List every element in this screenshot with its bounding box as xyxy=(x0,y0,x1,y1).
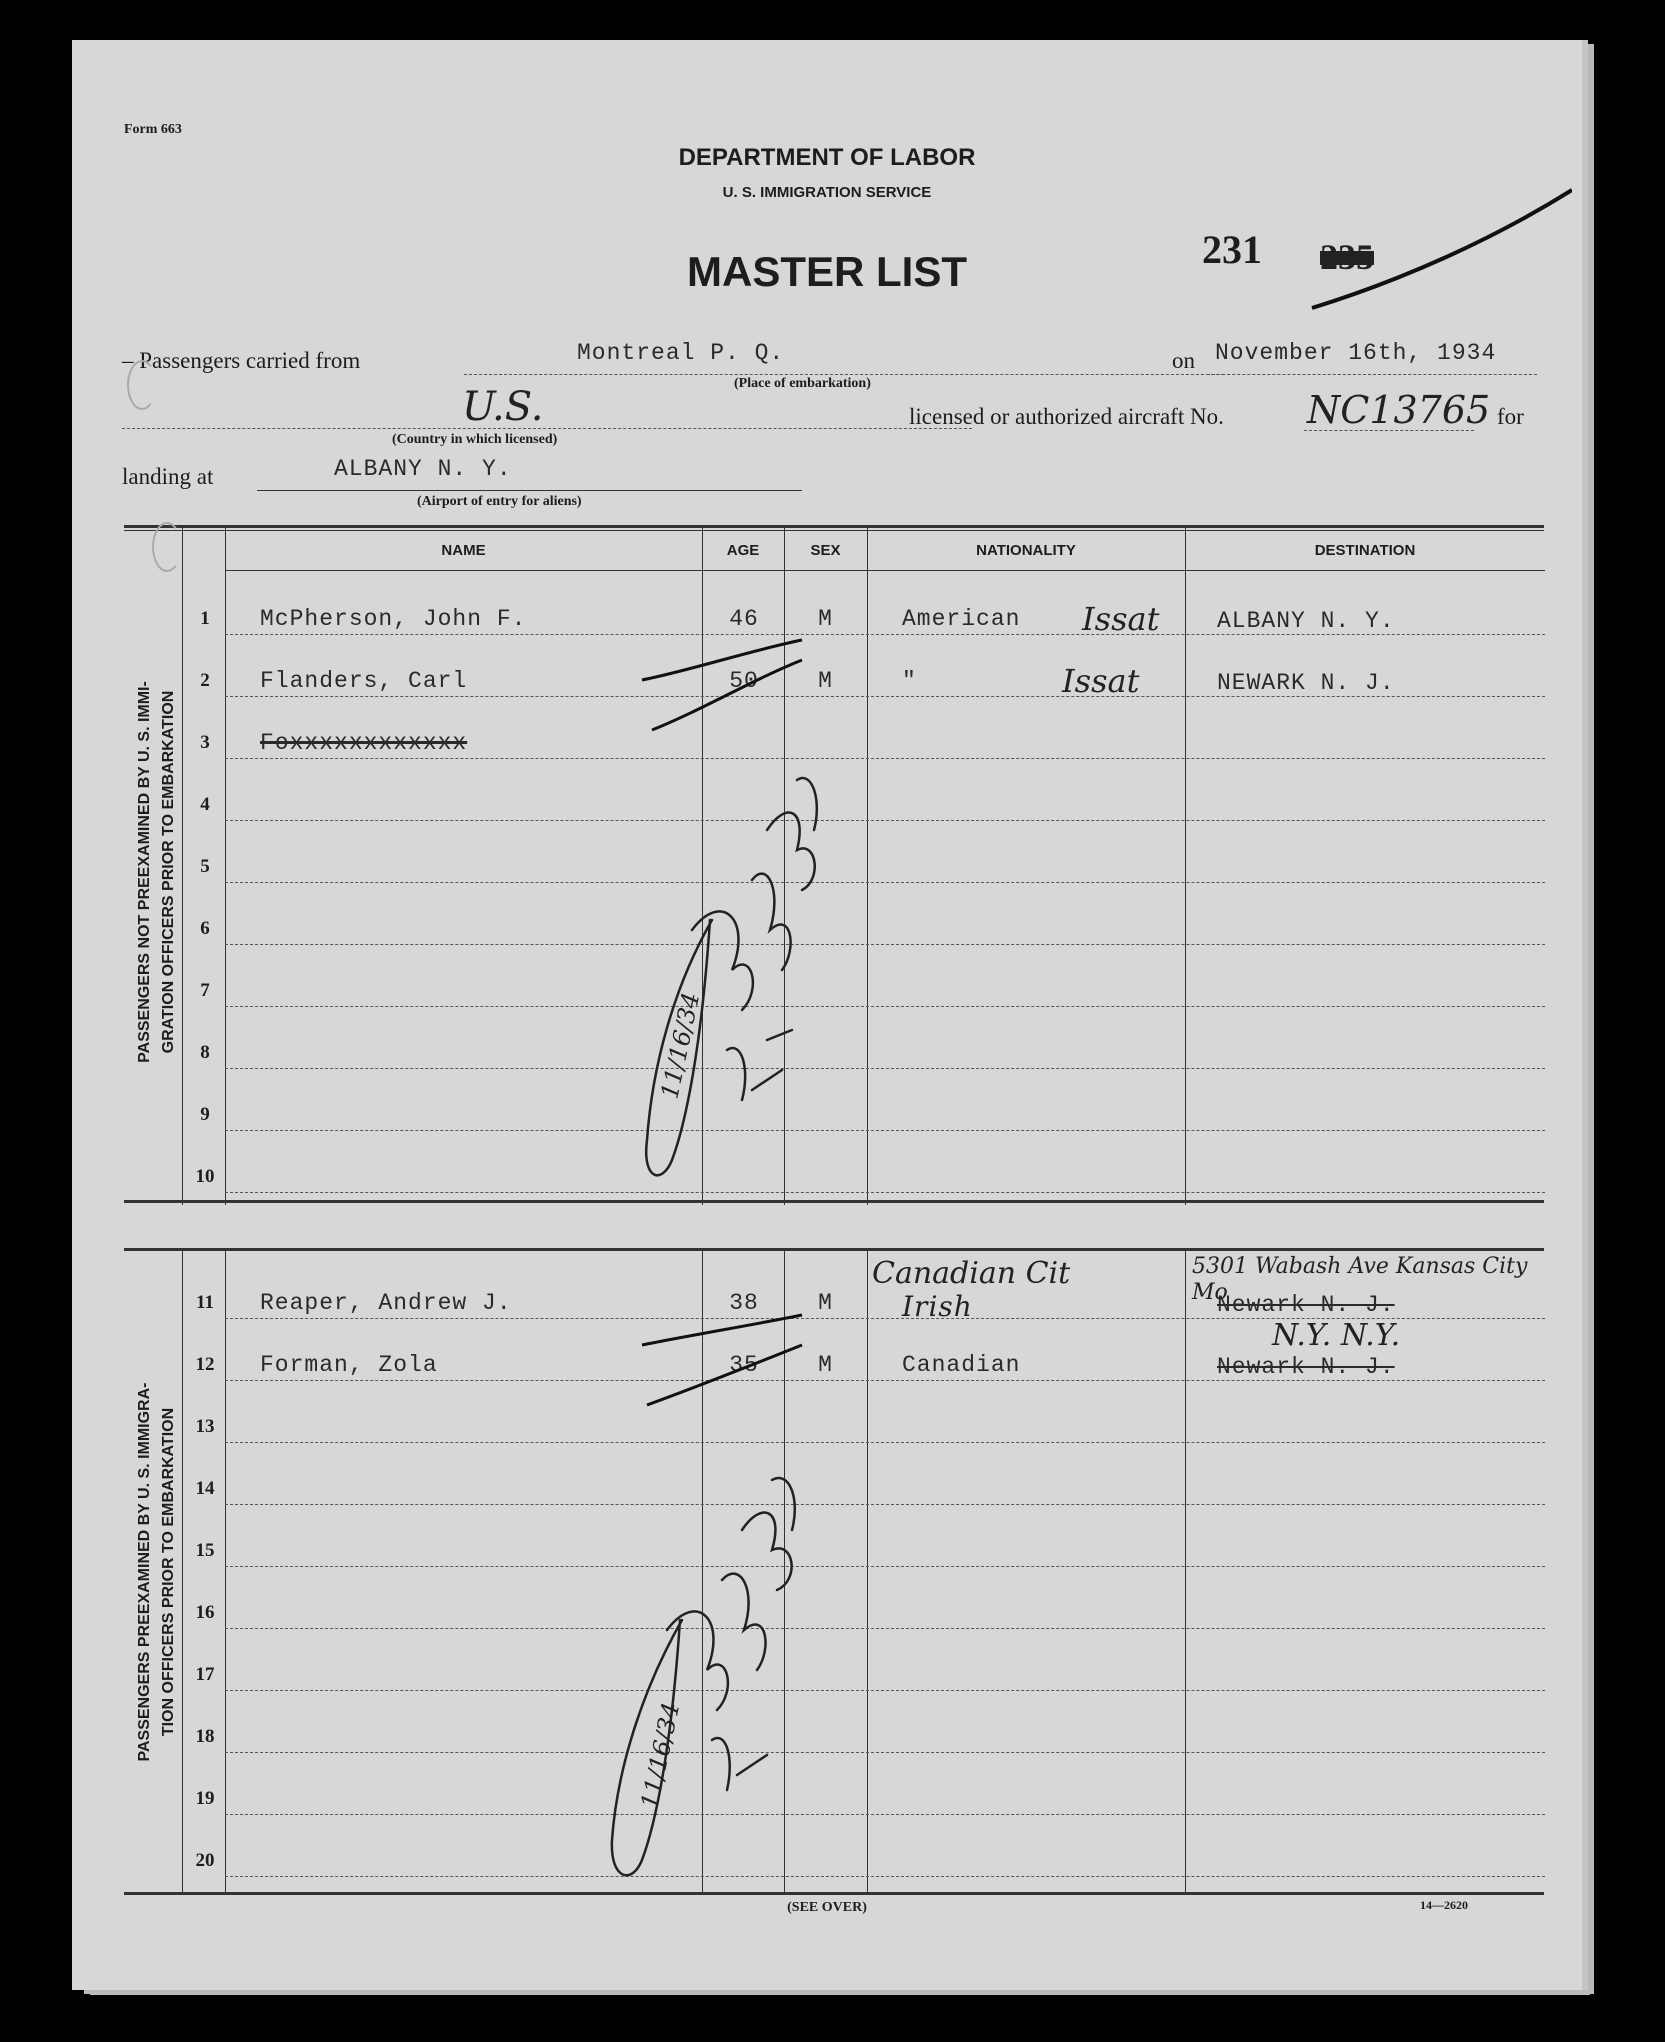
inspector-signature-top xyxy=(592,740,852,1210)
row-rule xyxy=(225,1130,1545,1131)
column-age: AGE xyxy=(726,542,760,559)
punch-hole-mark xyxy=(127,360,157,410)
section-label-preexamined: PASSENGERS PREEXAMINED BY U. S. IMMIGRA- TION OFFICERS PRIOR TO EMBARKATION xyxy=(136,1382,177,1762)
destination-note: 5301 Wabash Ave Kansas City Mo xyxy=(1192,1254,1528,1305)
list-date: November 16th, 1934 xyxy=(1215,340,1497,366)
row-number: 13 xyxy=(195,1416,215,1437)
nationality-note: Canadian Cit xyxy=(872,1256,1071,1291)
row-number: 9 xyxy=(200,1104,210,1125)
row-number: 15 xyxy=(195,1540,215,1561)
row-number: 10 xyxy=(195,1166,215,1187)
row-rule xyxy=(225,1192,1545,1193)
airport-line xyxy=(257,490,802,491)
row-rule xyxy=(225,696,1545,697)
passenger-destination: Newark N. J. xyxy=(1217,1354,1395,1380)
list-number-struck: 235 xyxy=(1320,237,1374,277)
form-number: Form 663 xyxy=(124,122,182,137)
passenger-name: Reaper, Andrew J. xyxy=(260,1290,512,1316)
department-title: DEPARTMENT OF LABOR xyxy=(678,144,976,171)
section-divider-bottom xyxy=(182,1248,183,1893)
row-number: 5 xyxy=(200,856,210,877)
row-rule xyxy=(225,634,1545,635)
destination-col-left xyxy=(1185,525,1186,1205)
nationality-col-left xyxy=(867,525,868,1205)
row-number: 12 xyxy=(195,1354,215,1375)
passenger-name: McPherson, John F. xyxy=(260,606,527,632)
embarkation-place: Montreal P. Q. xyxy=(577,340,785,366)
passenger-age: 35 xyxy=(729,1352,759,1378)
row-rule xyxy=(225,1068,1545,1069)
row-rule xyxy=(225,1876,1545,1877)
row-rule xyxy=(225,1628,1545,1629)
airport-caption: (Airport of entry for aliens) xyxy=(417,494,582,509)
passenger-destination: Newark N. J. xyxy=(1217,1292,1395,1318)
service-title: U. S. IMMIGRATION SERVICE xyxy=(722,184,932,201)
row-rule xyxy=(225,1814,1545,1815)
row-rule xyxy=(225,1380,1545,1381)
row-number: 14 xyxy=(195,1478,215,1499)
carried-from-label: – Passengers carried from xyxy=(122,348,361,373)
on-label: on xyxy=(1172,348,1195,373)
row-rule xyxy=(225,1690,1545,1691)
row-rule xyxy=(225,882,1545,883)
check-strokes-bottom xyxy=(632,1305,812,1415)
passenger-sex: M xyxy=(818,1352,833,1378)
country-caption: (Country in which licensed) xyxy=(392,432,558,447)
passenger-age: 50 xyxy=(729,668,759,694)
row-number: 7 xyxy=(200,980,210,1001)
header-underline xyxy=(225,570,1545,571)
row-rule xyxy=(225,820,1545,821)
section-label-not-preexamined: PASSENGERS NOT PREEXAMINED BY U. S. IMMI- GRATION OFFICERS PRIOR TO EMBARKATION xyxy=(136,681,177,1063)
row-number: 11 xyxy=(196,1292,214,1313)
column-destination: DESTINATION xyxy=(1314,542,1416,559)
passenger-nationality: " xyxy=(902,668,917,694)
date-line xyxy=(1207,374,1537,375)
rownum-divider-bottom xyxy=(225,1248,226,1893)
destination-note: N.Y. N.Y. xyxy=(1272,1318,1401,1353)
row-number: 2 xyxy=(200,670,210,691)
row-number: 16 xyxy=(195,1602,215,1623)
signature-bottom-date: 11/16/34 xyxy=(635,1699,686,1812)
for-label: for xyxy=(1497,404,1524,429)
document-page xyxy=(72,40,1582,1990)
country-line xyxy=(122,428,972,429)
row-number: 19 xyxy=(195,1788,215,1809)
inspector-signature-bottom xyxy=(572,1420,872,1900)
row-number: 17 xyxy=(195,1664,215,1685)
passenger-sex: M xyxy=(818,606,833,632)
page-title: MASTER LIST xyxy=(687,248,967,295)
list-number: 231 xyxy=(1202,227,1262,272)
passenger-nationality: American xyxy=(902,606,1021,632)
check-strokes-top xyxy=(632,620,812,740)
row-number: 6 xyxy=(200,918,210,939)
passenger-age: 38 xyxy=(729,1290,759,1316)
see-over: (SEE OVER) xyxy=(787,1900,867,1915)
passenger-name: Flanders, Carl xyxy=(260,668,468,694)
landing-label: landing at xyxy=(122,464,214,489)
bottom-section-top xyxy=(124,1248,1544,1251)
strike-stroke xyxy=(1252,170,1572,310)
airport-of-entry: ALBANY N. Y. xyxy=(334,456,512,482)
aircraft-line xyxy=(1304,430,1474,431)
embarkation-caption: (Place of embarkation) xyxy=(734,376,871,391)
row-rule xyxy=(225,944,1545,945)
row-number: 4 xyxy=(200,794,210,815)
row-rule xyxy=(225,1006,1545,1007)
passenger-name: Forman, Zola xyxy=(260,1352,438,1378)
row-rule xyxy=(225,1566,1545,1567)
passenger-nationality: Irish xyxy=(902,1290,973,1323)
rownum-divider xyxy=(225,525,226,1205)
row-number: 3 xyxy=(200,732,210,753)
passenger-age: 46 xyxy=(729,606,759,632)
row-rule xyxy=(225,758,1545,759)
print-code: 14—2620 xyxy=(1420,1898,1468,1912)
signature-top-date: 11/16/34 xyxy=(655,989,706,1102)
passenger-destination: NEWARK N. J. xyxy=(1217,670,1395,696)
passenger-name: Foxxxxxxxxxxxx xyxy=(260,730,468,756)
table-top-border xyxy=(124,525,1544,528)
passenger-nationality: Canadian xyxy=(902,1352,1021,1378)
row-number: 20 xyxy=(195,1850,215,1871)
row-rule xyxy=(225,1752,1545,1753)
nationality-note: Issat xyxy=(1062,662,1140,700)
passenger-sex: M xyxy=(818,668,833,694)
licensed-label: licensed or authorized aircraft No. xyxy=(909,404,1224,429)
row-number: 18 xyxy=(195,1726,215,1747)
aircraft-number: NC13765 xyxy=(1307,388,1491,432)
column-name: NAME xyxy=(441,542,486,559)
licensed-country: U.S. xyxy=(462,384,544,430)
row-rule xyxy=(225,1504,1545,1505)
table-top-border-inner xyxy=(124,530,1544,531)
destination-col-left-bottom xyxy=(1185,1248,1186,1893)
nationality-note: Issat xyxy=(1082,600,1160,638)
embarkation-line xyxy=(464,374,1224,375)
punch-hole-mark-2 xyxy=(152,522,182,572)
column-nationality: NATIONALITY xyxy=(976,542,1076,559)
section-divider xyxy=(182,525,183,1205)
row-number: 1 xyxy=(200,608,210,629)
column-sex: SEX xyxy=(810,542,841,559)
passenger-destination: ALBANY N. Y. xyxy=(1217,608,1395,634)
passenger-sex: M xyxy=(818,1290,833,1316)
row-rule xyxy=(225,1442,1545,1443)
row-number: 8 xyxy=(200,1042,210,1063)
